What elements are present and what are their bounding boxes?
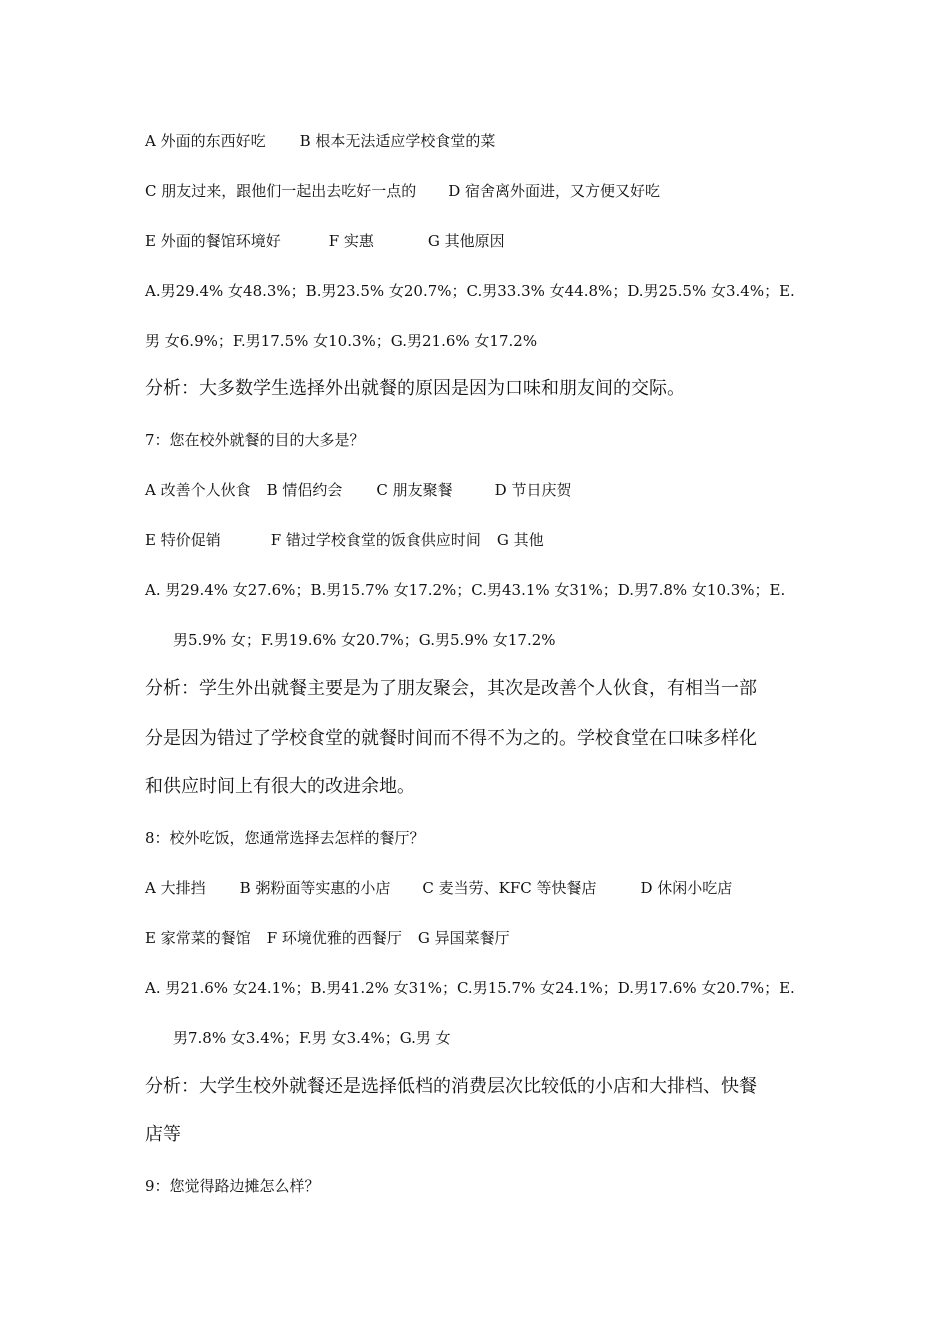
q8-option-e: E 家常菜的餐馆 — [145, 929, 251, 947]
q9-question: 9：您觉得路边摊怎么样？ — [145, 1177, 320, 1195]
q6-result-line-2: 男 女6.9%；F.男17.5% 女10.3%；G.男21.6% 女17.2% — [145, 332, 538, 350]
q8-options-row-2 — [145, 927, 510, 949]
q6-option-f: F 实惠 — [328, 232, 374, 250]
q6-option-e: E 外面的餐馆环境好 — [145, 232, 281, 250]
q8-analysis-line-1: 分析：大学生校外就餐还是选择低档的消费层次比较低的小店和大排档、快餐 — [145, 1076, 757, 1097]
q7-option-a: A 改善个人伙食 — [145, 481, 251, 499]
q7-option-g: G 其他 — [496, 531, 544, 549]
q7-question: 7：您在校外就餐的目的大多是？ — [145, 431, 365, 449]
q6-option-a: A 外面的东西好吃 — [145, 132, 266, 150]
q7-analysis-line-3: 和供应时间上有很大的改进余地。 — [145, 776, 415, 797]
q8-option-g: G 异国菜餐厅 — [417, 929, 510, 947]
q8-option-f: F 环境优雅的西餐厅 — [266, 929, 402, 947]
q7-option-b: B 情侣约会 — [266, 481, 343, 499]
q6-option-c: C 朋友过来，跟他们一起出去吃好一点的 — [145, 182, 417, 200]
q7-option-f: F 错过学校食堂的饭食供应时间 — [270, 531, 481, 549]
q6-options-row-3 — [145, 230, 505, 252]
q7-analysis-line-2: 分是因为错过了学校食堂的就餐时间而不得不为之的。学校食堂在口味多样化 — [145, 728, 757, 749]
q8-result-line-1: A. 男21.6% 女24.1%；B.男41.2% 女31%；C.男15.7% 女24.1%；D.男17.6% 女20.7%；E. — [145, 979, 795, 997]
q7-options-row-2 — [145, 529, 544, 551]
q8-analysis-line-2: 店等 — [145, 1124, 181, 1145]
q7-result-line-1: A. 男29.4% 女27.6%；B.男15.7% 女17.2%；C.男43.1% 女31%；D.男7.8% 女10.3%；E. — [145, 581, 786, 599]
q6-option-d: D 宿舍离外面进，又方便又好吃 — [448, 182, 661, 200]
q6-option-b: B 根本无法适应学校食堂的菜 — [299, 132, 496, 150]
q6-option-g: G 其他原因 — [427, 232, 505, 250]
q7-analysis-line-1: 分析：学生外出就餐主要是为了朋友聚会，其次是改善个人伙食，有相当一部 — [145, 678, 757, 699]
q7-option-c: C 朋友聚餐 — [376, 481, 453, 499]
q6-options-row-1 — [145, 130, 495, 152]
q8-option-d: D 休闲小吃店 — [640, 879, 733, 897]
q8-option-b: B 粥粉面等实惠的小店 — [239, 879, 391, 897]
q8-option-a: A 大排挡 — [145, 879, 206, 897]
q6-result-line-1: A.男29.4% 女48.3%；B.男23.5% 女20.7%；C.男33.3% 女44.8%；D.男25.5% 女3.4%；E. — [145, 282, 795, 300]
q8-question: 8：校外吃饭，您通常选择去怎样的餐厅？ — [145, 829, 425, 847]
q8-option-c: C 麦当劳、KFC 等快餐店 — [422, 879, 597, 897]
q8-result-line-2: 男7.8% 女3.4%；F.男 女3.4%；G.男 女 — [173, 1029, 451, 1047]
q6-analysis: 分析：大多数学生选择外出就餐的原因是因为口味和朋友间的交际。 — [145, 378, 685, 399]
q7-options-row-1 — [145, 479, 571, 501]
q6-options-row-2 — [145, 180, 660, 202]
q7-option-e: E 特价促销 — [145, 531, 221, 549]
q7-option-d: D 节日庆贺 — [494, 481, 572, 499]
q8-options-row-1 — [145, 877, 732, 899]
q7-result-line-2: 男5.9% 女；F.男19.6% 女20.7%；G.男5.9% 女17.2% — [173, 631, 556, 649]
